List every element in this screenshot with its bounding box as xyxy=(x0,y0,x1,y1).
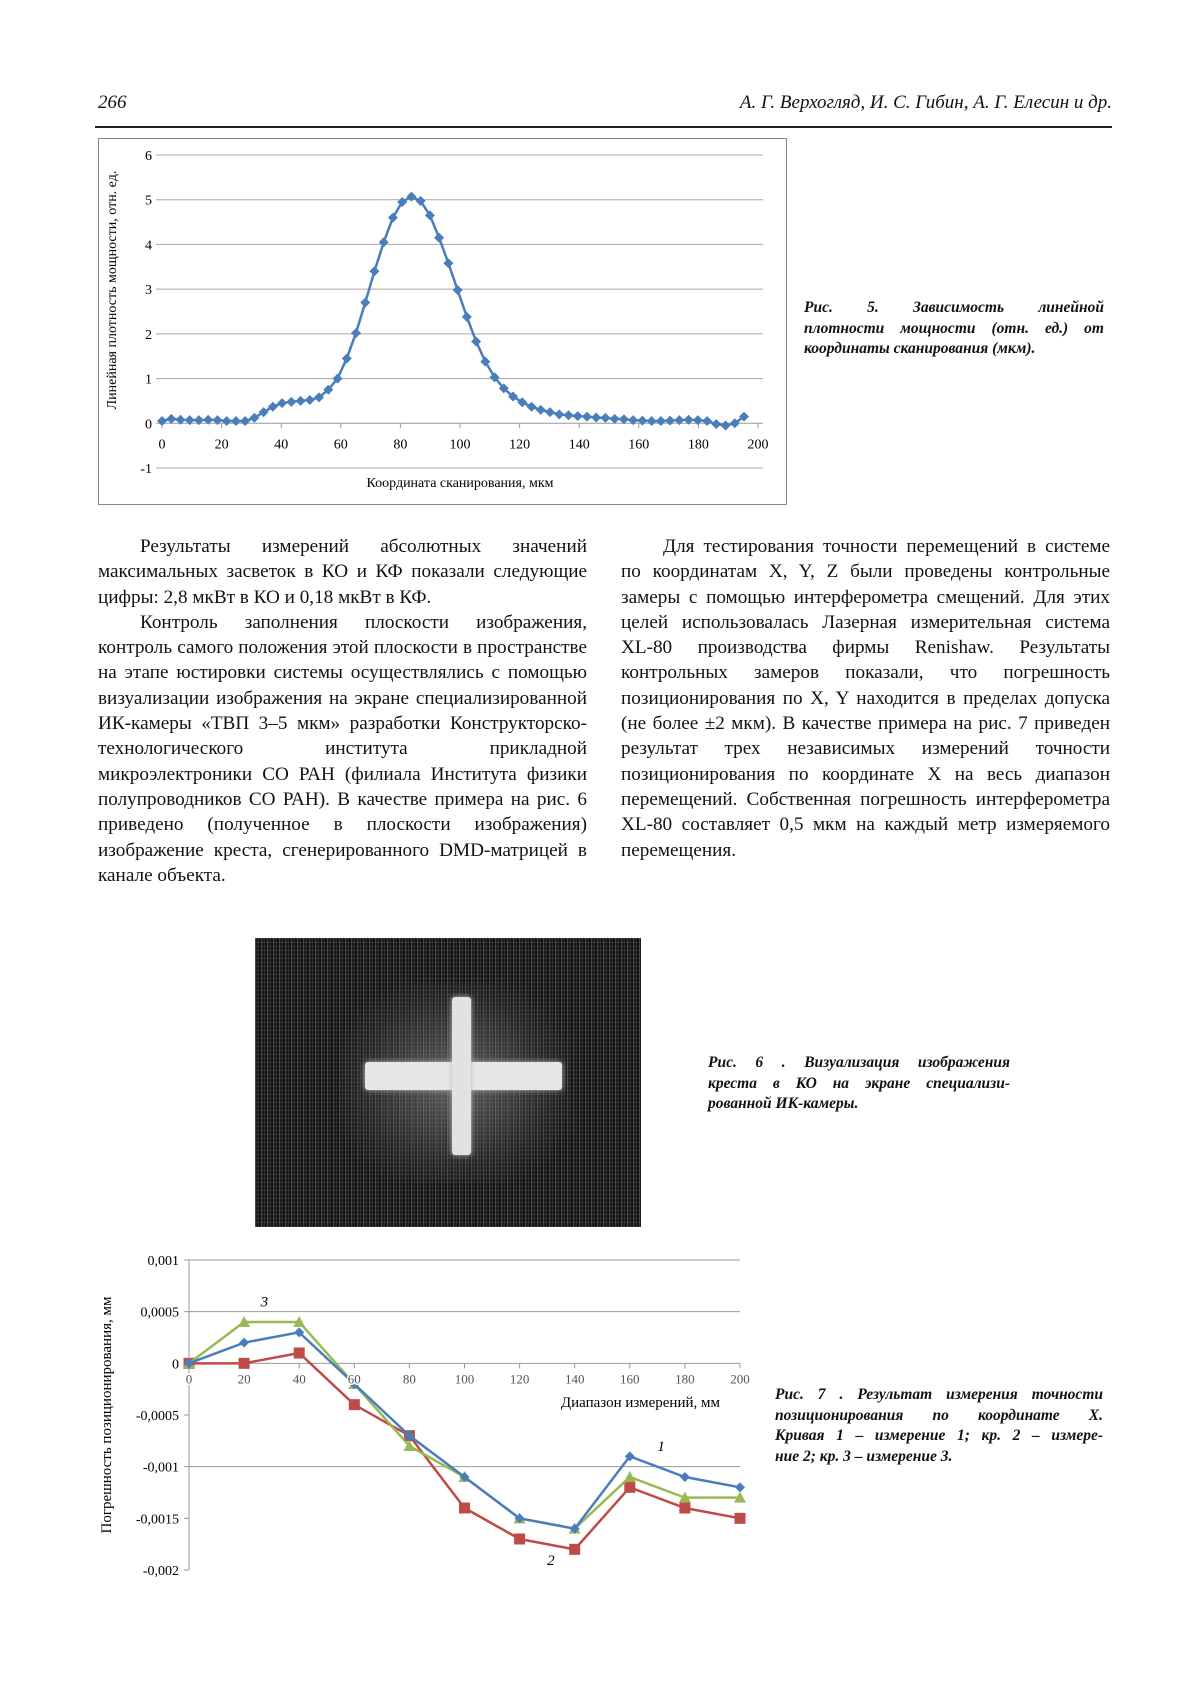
paragraph: Результаты измерений абсолютных значений максимальных засветок в КО и КФ показали следующие цифры: 2,8 мкВт в КО и 0,18 мкВт в КФ. xyxy=(98,534,587,610)
data-point-square xyxy=(349,1399,360,1410)
data-point-square xyxy=(735,1513,746,1524)
caption-line: плотности мощности (отн. ед.) от xyxy=(804,319,1104,340)
paragraph: Контроль заполнения плоскости изображения, контроль самого положения этой плоскости в пространстве на этапе юстировки системы осуществлялись с помощью визуализации изображения на экране специализированной ИК-камеры «ТВП 3–5 мкм» разработки Конструкторско-технологического института прикладной микроэлектроники СО РАН (филиала Института физики полупроводников СО РАН). В качестве примера на рис. 6 приведено (полученное в плоскости изображения) изображение креста, сгенерированного DMD-матрицей в канале объекта. xyxy=(98,610,587,888)
figure-5-caption xyxy=(804,298,1104,360)
x-tick-label: 140 xyxy=(569,437,590,452)
x-tick-label: 40 xyxy=(274,437,288,452)
x-tick-label: 100 xyxy=(455,1371,475,1386)
y-tick-label: 5 xyxy=(145,194,152,209)
y-tick-label: 0,001 xyxy=(148,1254,180,1269)
x-tick-label: 120 xyxy=(509,437,530,452)
y-axis-title: Погрешность позиционирования, мм xyxy=(99,1296,115,1533)
x-tick-label: 200 xyxy=(748,437,769,452)
caption-line: ние 2; кр. 3 – измерение 3. xyxy=(775,1448,952,1465)
y-tick-label: -0,0005 xyxy=(136,1409,179,1424)
x-tick-label: 60 xyxy=(348,1371,361,1386)
x-tick-label: 80 xyxy=(393,437,407,452)
curve-label-1: 1 xyxy=(657,1439,665,1455)
caption-line: креста в КО на экране специализи- xyxy=(708,1074,1010,1095)
data-point-square xyxy=(679,1503,690,1514)
data-point-square xyxy=(569,1544,580,1555)
y-tick-label: 0 xyxy=(145,417,152,432)
data-point-diamond xyxy=(680,1472,690,1482)
figure-7-caption xyxy=(775,1385,1103,1467)
data-point-square xyxy=(624,1482,635,1493)
body-column-left xyxy=(98,534,587,888)
x-axis-title: Координата сканирования, мкм xyxy=(366,476,553,491)
caption-line: рованной ИК-камеры. xyxy=(708,1095,858,1112)
curve-label-3: 3 xyxy=(260,1295,269,1311)
body-column-right xyxy=(621,534,1110,863)
data-point-square xyxy=(514,1534,525,1545)
cross-vertical-bar xyxy=(452,997,471,1155)
x-tick-label: 200 xyxy=(730,1371,750,1386)
x-tick-label: 140 xyxy=(565,1371,585,1386)
caption-line: Рис. 6 . Визуализация изображения xyxy=(708,1053,1010,1074)
caption-line: Рис. 7 . Результат измерения точности xyxy=(775,1385,1103,1406)
figure-6-ir-camera-image xyxy=(255,938,641,1227)
y-tick-label: -0,001 xyxy=(143,1461,179,1476)
data-point-square xyxy=(459,1503,470,1514)
caption-line: координаты сканирования (мкм). xyxy=(804,340,1035,357)
x-tick-label: 60 xyxy=(334,437,348,452)
data-point-square xyxy=(294,1348,305,1359)
x-tick-label: 120 xyxy=(510,1371,529,1386)
page-number: 266 xyxy=(98,92,127,114)
y-tick-label: -0,002 xyxy=(143,1564,179,1579)
caption-line: позиционирования по координате X. xyxy=(775,1406,1103,1427)
chart-frame xyxy=(99,139,787,505)
x-tick-label: 80 xyxy=(403,1371,416,1386)
series-line-1 xyxy=(189,1332,740,1528)
data-point-diamond xyxy=(735,1482,745,1492)
caption-line: Кривая 1 – измерение 1; кр. 2 – измере- xyxy=(775,1426,1103,1447)
y-tick-label: 4 xyxy=(145,238,152,253)
figure-7-chart xyxy=(95,1245,755,1585)
y-tick-label: 2 xyxy=(145,328,152,343)
header-rule xyxy=(95,126,1112,128)
x-tick-label: 20 xyxy=(238,1371,251,1386)
x-axis-title: Диапазон измерений, мм xyxy=(561,1395,721,1411)
paragraph: Для тестирования точности перемещений в системе по координатам X, Y, Z были проведены контрольные замеры с помощью интерферометра смещений. Для этих целей использовалась Лазерная измерительная система XL-80 производства фирмы Renishaw. Результаты контрольных замеров показали, что погрешность позиционирования по X, Y находится в пределах допуска (не более ±2 мкм). В качестве примера на рис. 7 приведен результат трех независимых измерений точности позиционирования по координате X на весь диапазон перемещений. Собственная погрешность интерферометра XL-80 составляет 0,5 мкм на каждый метр измеряемого перемещения. xyxy=(621,534,1110,863)
y-tick-label: 0 xyxy=(172,1357,179,1372)
y-tick-label: 1 xyxy=(145,373,152,388)
x-tick-label: 100 xyxy=(450,437,471,452)
data-point-triangle xyxy=(624,1471,636,1482)
x-tick-label: 0 xyxy=(159,437,166,452)
x-tick-label: 160 xyxy=(628,437,649,452)
x-tick-label: 180 xyxy=(675,1371,695,1386)
data-point-square xyxy=(239,1358,250,1369)
y-tick-label: 0,0005 xyxy=(141,1306,180,1321)
y-tick-label: -0,0015 xyxy=(136,1512,179,1527)
curve-label-2: 2 xyxy=(547,1553,555,1569)
figure-5-chart xyxy=(98,138,787,505)
x-tick-label: 40 xyxy=(293,1371,306,1386)
y-tick-label: 3 xyxy=(145,283,152,298)
x-tick-label: 180 xyxy=(688,437,709,452)
running-header-authors: А. Г. Верхогляд, И. С. Гибин, А. Г. Елесин и др. xyxy=(740,92,1112,114)
figure-6-caption xyxy=(708,1053,1010,1115)
y-tick-label: 6 xyxy=(145,149,152,164)
data-point-diamond xyxy=(239,1338,249,1348)
caption-line: Рис. 5. Зависимость линейной xyxy=(804,298,1104,319)
x-tick-label: 160 xyxy=(620,1371,640,1386)
x-tick-label: 0 xyxy=(186,1371,193,1386)
y-axis-title: Линейная плотность мощности, отн. ед. xyxy=(105,171,120,410)
y-tick-label: -1 xyxy=(140,462,152,477)
x-tick-label: 20 xyxy=(215,437,229,452)
